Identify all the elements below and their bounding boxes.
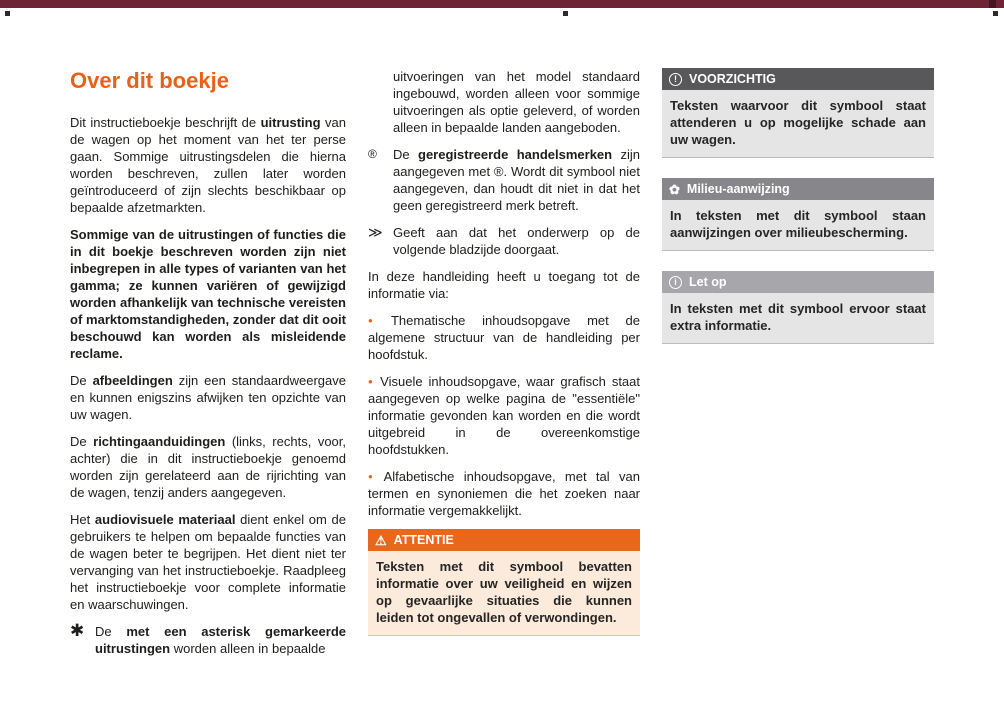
attention-box-title: ATTENTIE xyxy=(393,533,454,547)
attention-box-header xyxy=(368,529,640,551)
note-box-body: In teksten met dit symbool ervoor staat extra informatie. xyxy=(662,293,934,344)
page-top-bar xyxy=(0,0,1004,8)
asterisk-item-text: De met een asterisk gemarkeerde uitrustingen worden alleen in bepaalde xyxy=(95,624,346,656)
asterisk-item xyxy=(70,623,346,657)
flower-icon: ✿ xyxy=(669,181,680,197)
environment-box xyxy=(662,178,934,251)
registered-trademark-icon: ® xyxy=(368,147,377,161)
asterisk-continuation-text: uitvoeringen van het model standaard ingebouwd, worden alleen voor sommige uitvoeringen als optie geleverd, of worden alleen in bepaalde landen aangeboden. xyxy=(393,69,640,135)
caution-box-body: Teksten waarvoor dit symbool staat attenderen u op mogelijke schade aan uw wagen. xyxy=(662,90,934,158)
registration-mark-center xyxy=(563,11,568,16)
note-box-title: Let op xyxy=(689,275,727,289)
registration-mark-right xyxy=(993,11,998,16)
environment-box-body: In teksten met dit symbool staan aanwijzingen over milieubescherming. xyxy=(662,200,934,251)
access-intro-text: In deze handleiding heeft u toegang tot de informatie via: xyxy=(368,269,640,301)
middle-column xyxy=(368,68,640,667)
paragraph-audiovisual: Het audiovisuele materiaal dient enkel om de gebruikers te helpen om bepaalde functies van de wagen beter te begrijpen. Het dient niet ter vervanging van het instructieboekje. Raadpleeg het instructieboekje voor complete informatie en waarschuwingen. xyxy=(70,512,346,612)
continues-next-page-text: Geeft aan dat het onderwerp op de volgende bladzijde doorgaat. xyxy=(393,225,640,257)
asterisk-icon: ✱ xyxy=(70,621,85,640)
registered-trademark-item xyxy=(368,146,640,214)
left-column xyxy=(70,68,346,667)
environment-box-header xyxy=(662,178,934,200)
paragraph-disclaimer: Sommige van de uitrustingen of functies die in dit boekje beschreven worden zijn niet inbegrepen in alle types of varianten van het gamma; ze kunnen variëren of gewijzigd worden afhankelijk van technische vereisten of marktomstandigheden, zonder dat dit ooit beschouwd kan worden als misleidende reclame. xyxy=(70,227,346,361)
bullet-icon: ● xyxy=(368,316,386,325)
bullet-item-visual xyxy=(368,373,640,458)
continues-next-page-item xyxy=(368,224,640,258)
bullet-item-text: Visuele inhoudsopgave, waar grafisch staat aangegeven op welke pagina de "essentiële" informatie gevonden kan worden en die wordt uitgebreid in de overeenkomstige hoofdstukken. xyxy=(368,374,641,457)
registered-trademark-text: De geregistreerde handelsmerken zijn aangegeven met ®. Wordt dit symbool niet aangegeven, dan houdt dit niet in dat het geen geregistreerd merk betreft. xyxy=(393,147,641,213)
top-bar-right-notch xyxy=(989,0,996,8)
environment-box-title: Milieu-aanwijzing xyxy=(686,182,790,196)
attention-box xyxy=(368,529,640,636)
paragraph-directions: De richtingaanduidingen (links, rechts, voor, achter) die in dit instructieboekje genoemd worden zijn gerelateerd aan de rijrichting van de wagen, tenzij anders aangegeven. xyxy=(70,434,346,500)
note-box-header xyxy=(662,271,934,293)
bullet-icon: ● xyxy=(368,377,376,386)
bullet-item-text: Alfabetische inhoudsopgave, met tal van termen en synoniemen die het zoeken naar informatie vergemakkelijkt. xyxy=(368,469,640,518)
registration-mark-left xyxy=(5,11,10,16)
exclamation-circle-icon: ! xyxy=(669,73,682,86)
caution-box-header xyxy=(662,68,934,90)
bullet-icon: ● xyxy=(368,472,379,481)
caution-box-title: VOORZICHTIG xyxy=(689,72,776,86)
info-circle-icon: i xyxy=(669,276,682,289)
bullet-item-text: Thematische inhoudsopgave met de algemene structuur van de handleiding per hoofdstuk. xyxy=(368,313,640,362)
bullet-item-alphabetical xyxy=(368,468,640,519)
note-box xyxy=(662,271,934,344)
page-content xyxy=(70,68,934,667)
paragraph-equipment: Dit instructieboekje beschrijft de uitrusting van de wagen op het moment van het ter perse gaan. Sommige uitrustingsdelen die hierna worden beschreven, zullen later worden geïntroduceerd of zijn slechts beschikbaar op bepaalde afzetmarkten. xyxy=(70,115,346,215)
caution-box xyxy=(662,68,934,158)
bullet-item-thematic xyxy=(368,312,640,363)
page-title: Over dit boekje xyxy=(70,68,229,93)
warning-triangle-icon: ⚠ xyxy=(375,532,387,548)
right-column xyxy=(662,68,934,667)
double-chevron-icon: ≫ xyxy=(368,224,383,240)
attention-box-body: Teksten met dit symbool bevatten informatie over uw veiligheid en wijzen op gevaarlijke situaties die kunnen leiden tot ongevallen of verwondingen. xyxy=(368,551,640,636)
paragraph-illustrations: De afbeeldingen zijn een standaardweergave en kunnen enigszins afwijken ten opzichte van uw wagen. xyxy=(70,373,346,422)
